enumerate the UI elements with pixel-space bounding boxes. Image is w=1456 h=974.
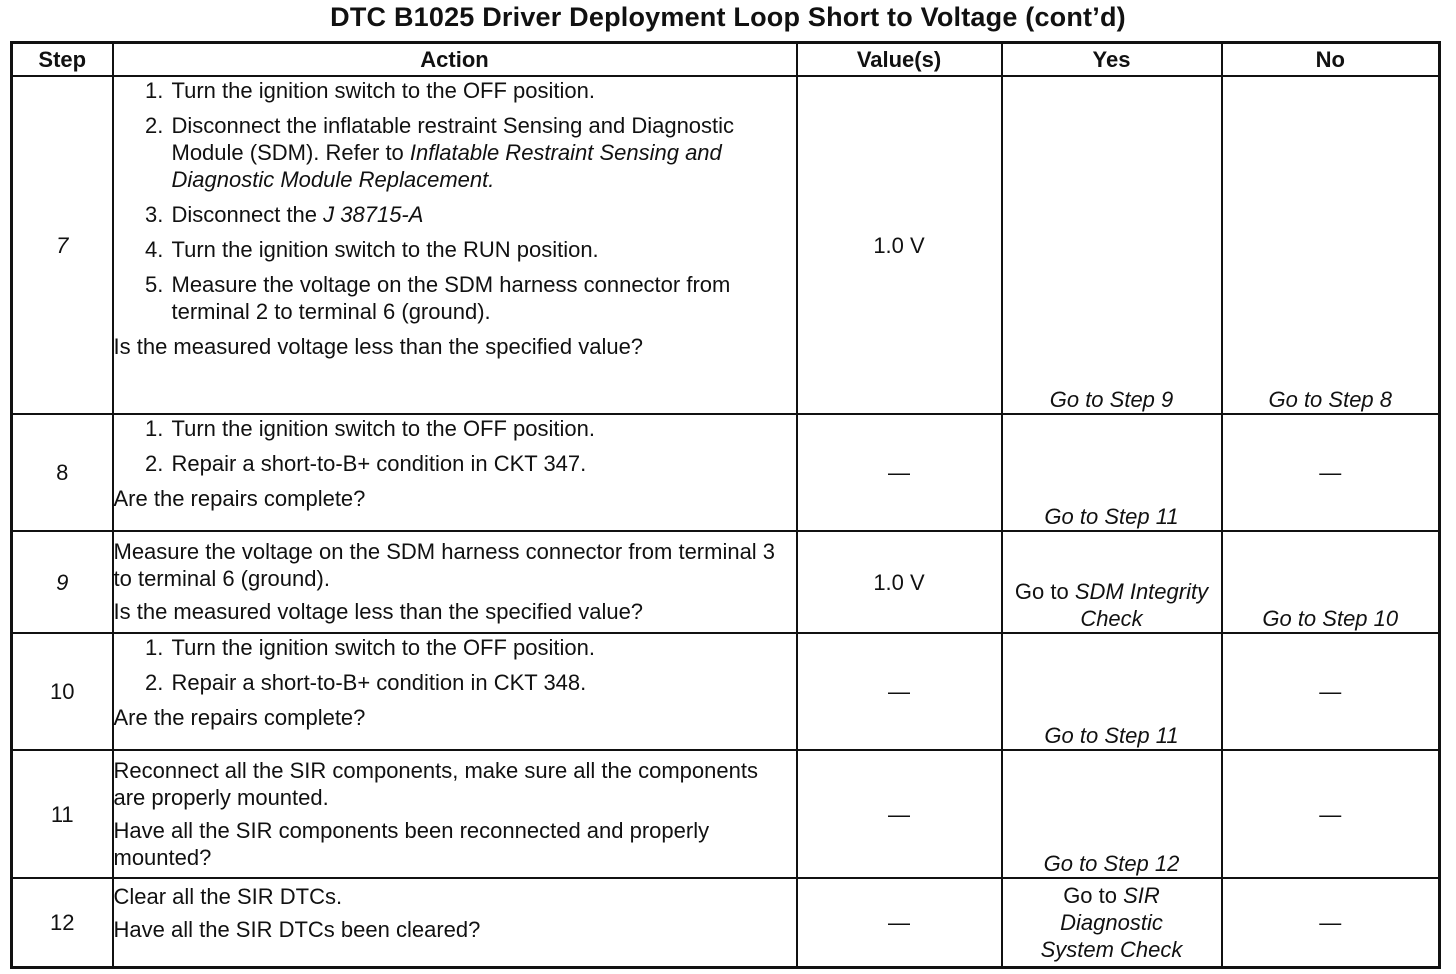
yes-link[interactable]: Go to SIR Diagnostic System Check	[1002, 878, 1222, 967]
reference-link[interactable]: Inflatable Restraint Sensing and Diagnostic Module Replacement.	[171, 140, 722, 192]
step-number: 12	[12, 878, 113, 967]
action-step: 4. Turn the ignition switch to the RUN position.	[170, 236, 796, 263]
action-step: 1. Turn the ignition switch to the OFF position.	[170, 77, 796, 104]
step-number: 10	[12, 633, 113, 750]
action-step: 3. Disconnect the J 38715-A	[170, 201, 796, 228]
yes-link[interactable]: Go to Step 11	[1002, 633, 1222, 750]
no-cell	[1222, 750, 1440, 878]
action-step: 5. Measure the voltage on the SDM harness connector from terminal 2 to terminal 6 (ground).	[170, 271, 796, 325]
header-values: Value(s)	[797, 43, 1002, 77]
dash: —	[1319, 460, 1342, 485]
value-cell: 1.0 V	[797, 76, 1002, 414]
page-title: DTC B1025 Driver Deployment Loop Short to Voltage (cont’d)	[330, 2, 1126, 32]
yes-link[interactable]: Go to SDM Integrity Check	[1002, 531, 1222, 633]
yes-link[interactable]: Go to Step 11	[1002, 414, 1222, 531]
header-no: No	[1222, 43, 1440, 77]
value-cell	[797, 878, 1002, 967]
value-cell	[797, 750, 1002, 878]
table-header-row	[12, 43, 1440, 77]
action-step: 2. Repair a short-to-B+ condition in CKT 347.	[170, 450, 796, 477]
action-step: 2. Repair a short-to-B+ condition in CKT 348.	[170, 669, 796, 696]
value-cell	[797, 633, 1002, 750]
step-number: 9	[12, 531, 113, 633]
dash: —	[1319, 909, 1342, 935]
diagnostic-table	[10, 41, 1441, 969]
step-number: 7	[12, 76, 113, 414]
yes-link[interactable]: Go to Step 12	[1002, 750, 1222, 878]
table-row	[12, 531, 1440, 633]
no-link[interactable]: Go to Step 10	[1222, 531, 1440, 633]
value-cell	[797, 414, 1002, 531]
no-cell	[1222, 878, 1440, 967]
table-row	[12, 414, 1440, 531]
action-cell	[113, 878, 797, 967]
dash: —	[1319, 801, 1342, 827]
action-steps	[114, 77, 796, 325]
yes-link[interactable]: Go to Step 9	[1002, 76, 1222, 414]
action-question: Have all the SIR DTCs been cleared?	[113, 917, 481, 942]
step-number: 11	[12, 750, 113, 878]
header-step: Step	[12, 43, 113, 77]
action-step: 2. Disconnect the inflatable restraint Sensing and Diagnostic Module (SDM). Refer to Inflatable Restraint Sensing and Diagnostic Module Replacement.	[170, 112, 796, 193]
tool-reference: J 38715-A	[323, 202, 424, 227]
action-cell	[113, 76, 797, 414]
action-steps	[114, 415, 796, 477]
no-cell	[1222, 414, 1440, 531]
table-row	[12, 76, 1440, 414]
dash: —	[888, 801, 910, 827]
action-text: Clear all the SIR DTCs.	[113, 884, 343, 909]
action-question: Are the repairs complete?	[113, 705, 366, 730]
dash: —	[888, 460, 910, 485]
dash: —	[888, 679, 910, 704]
action-cell	[113, 531, 797, 633]
no-cell	[1222, 633, 1440, 750]
action-step: 1. Turn the ignition switch to the OFF position.	[170, 634, 796, 661]
action-text: Measure the voltage on the SDM harness connector from terminal 3 to terminal 6 (ground).	[113, 539, 776, 591]
table-row	[12, 878, 1440, 967]
action-cell	[113, 414, 797, 531]
table-row	[12, 750, 1440, 878]
table-row	[12, 633, 1440, 750]
header-yes: Yes	[1002, 43, 1222, 77]
header-action: Action	[113, 43, 797, 77]
action-steps	[114, 634, 796, 696]
action-cell	[113, 633, 797, 750]
dash: —	[1319, 679, 1342, 704]
dash: —	[888, 909, 910, 935]
action-question: Have all the SIR components been reconnected and properly mounted?	[113, 818, 710, 870]
action-cell	[113, 750, 797, 878]
no-link[interactable]: Go to Step 8	[1222, 76, 1440, 414]
action-step: 1. Turn the ignition switch to the OFF position.	[170, 415, 796, 442]
action-question: Are the repairs complete?	[113, 486, 366, 511]
action-text: Reconnect all the SIR components, make sure all the components are properly mounted.	[113, 758, 758, 810]
action-question: Is the measured voltage less than the specified value?	[113, 334, 644, 359]
action-question: Is the measured voltage less than the specified value?	[113, 599, 644, 624]
value-cell: 1.0 V	[797, 531, 1002, 633]
step-number: 8	[12, 414, 113, 531]
